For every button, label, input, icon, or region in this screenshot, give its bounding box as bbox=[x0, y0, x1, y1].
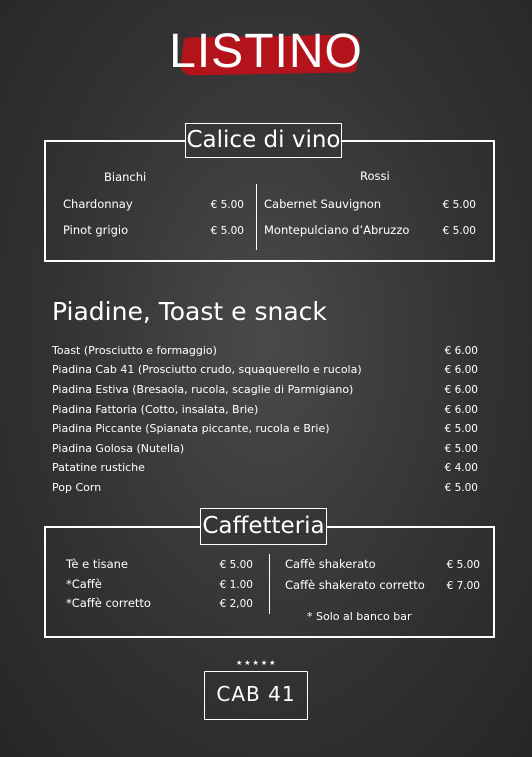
snack-item-price: € 6.00 bbox=[444, 364, 478, 376]
snack-item-name: Piadina Golosa (Nutella) bbox=[52, 442, 185, 455]
menu-title-block bbox=[0, 22, 532, 82]
snack-item-price: € 5.00 bbox=[444, 443, 478, 455]
coffee-note: * Solo al banco bar bbox=[307, 610, 412, 623]
coffee-item-name: Caffè shakerato corretto bbox=[285, 578, 425, 592]
snack-item bbox=[52, 383, 478, 397]
snack-item-price: € 5.00 bbox=[444, 423, 478, 435]
snack-item-price: € 6.00 bbox=[444, 404, 478, 416]
coffee-item-name: *Caffè bbox=[66, 577, 102, 591]
coffee-item-price: € 5.00 bbox=[219, 559, 253, 571]
snack-item-name: Toast (Prosciutto e formaggio) bbox=[52, 344, 217, 357]
wine-item-price: € 5.00 bbox=[210, 225, 244, 237]
wine-item-name: Montepulciano d’Abruzzo bbox=[264, 223, 410, 237]
wine-item-price: € 5.00 bbox=[442, 199, 476, 211]
snack-item bbox=[52, 481, 478, 495]
snack-item-name: Piadina Piccante (Spianata piccante, rucola e Brie) bbox=[52, 422, 330, 435]
snack-item-price: € 4.00 bbox=[444, 462, 478, 474]
wine-item-name: Chardonnay bbox=[63, 197, 133, 211]
snacks-section-heading: Piadine, Toast e snack bbox=[52, 297, 327, 326]
snack-item bbox=[52, 461, 478, 475]
snack-item bbox=[52, 403, 478, 417]
coffee-item-name: Tè e tisane bbox=[66, 557, 128, 571]
coffee-column-divider bbox=[269, 554, 270, 614]
wine-item-name: Pinot grigio bbox=[63, 223, 129, 237]
wine-section-heading: Calice di vino bbox=[185, 123, 342, 158]
coffee-item-name: *Caffè corretto bbox=[66, 596, 151, 610]
coffee-item-price: € 5.00 bbox=[446, 559, 480, 571]
logo-text: CAB 41 bbox=[216, 682, 296, 706]
snack-item-name: Piadina Cab 41 (Prosciutto crudo, squaquerello e rucola) bbox=[52, 363, 362, 376]
snack-item-price: € 6.00 bbox=[444, 345, 478, 357]
menu-title: LISTINO bbox=[169, 25, 363, 78]
snack-item-name: Pop Corn bbox=[52, 481, 102, 494]
wine-column-divider bbox=[256, 184, 257, 250]
coffee-item-price: € 7.00 bbox=[446, 580, 480, 592]
coffee-section-heading: Caffetteria bbox=[200, 508, 327, 545]
snack-item-price: € 6.00 bbox=[444, 384, 478, 396]
snack-item-name: Piadina Fattoria (Cotto, insalata, Brie) bbox=[52, 403, 259, 416]
snack-item-price: € 5.00 bbox=[444, 482, 478, 494]
wine-item-price: € 5.00 bbox=[210, 199, 244, 211]
coffee-item-price: € 2,00 bbox=[219, 598, 253, 610]
snack-item bbox=[52, 344, 478, 358]
logo-stars: ★★★★★ bbox=[236, 659, 278, 667]
snack-item bbox=[52, 442, 478, 456]
snack-item-name: Patatine rustiche bbox=[52, 461, 145, 474]
snack-item bbox=[52, 422, 478, 436]
coffee-item-price: € 1.00 bbox=[219, 579, 253, 591]
wine-item-price: € 5.00 bbox=[442, 225, 476, 237]
wine-bianchi-label: Bianchi bbox=[104, 170, 147, 184]
snack-item bbox=[52, 363, 478, 377]
snack-item-name: Piadina Estiva (Bresaola, rucola, scaglie di Parmigiano) bbox=[52, 383, 354, 396]
wine-item-name: Cabernet Sauvignon bbox=[264, 197, 382, 211]
coffee-item-name: Caffè shakerato bbox=[285, 557, 376, 571]
wine-rossi-label: Rossi bbox=[360, 169, 390, 183]
